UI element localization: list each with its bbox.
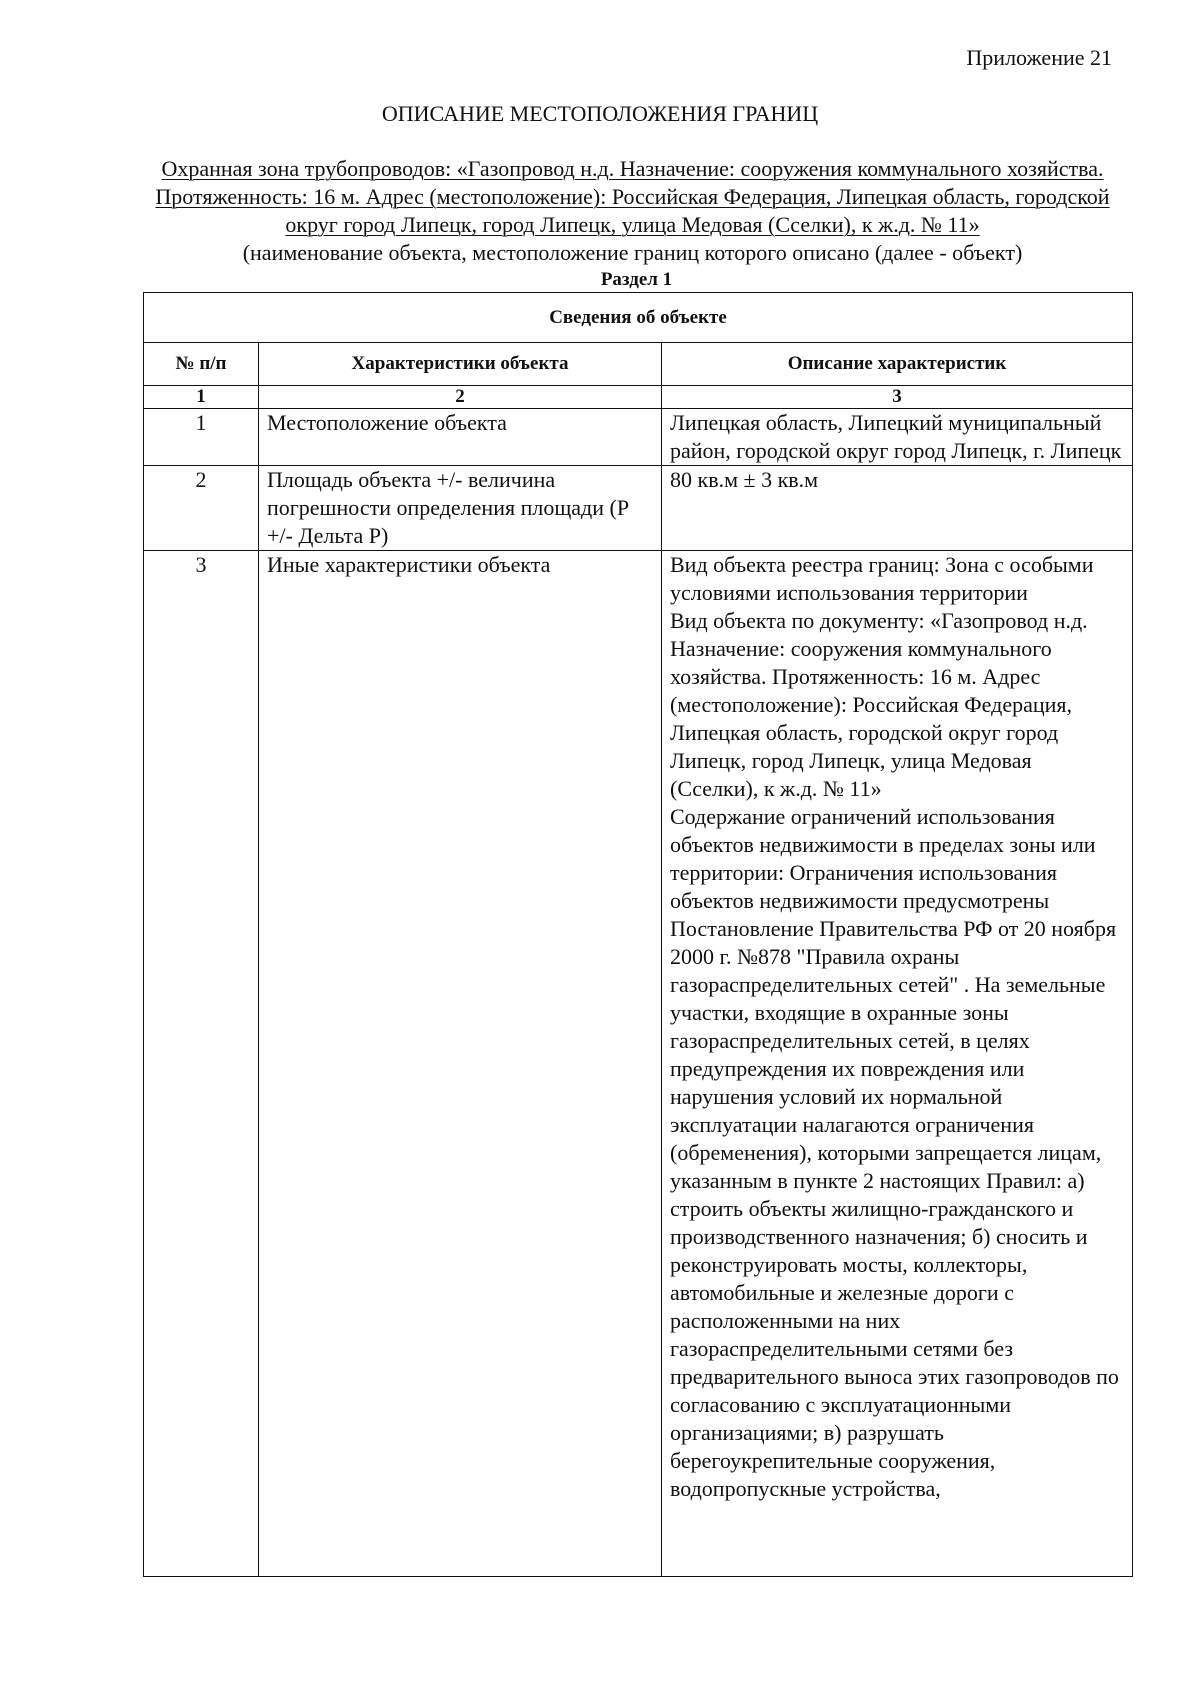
column-header-number: № п/п (144, 343, 259, 386)
row-number: 1 (144, 409, 259, 466)
table-row (144, 551, 1133, 1577)
object-name-caption: (наименование объекта, местоположение границ которого описано (далее - объект) (242, 240, 1023, 265)
appendix-number: Приложение 21 (966, 45, 1112, 70)
table-caption: Сведения об объекте (144, 293, 1133, 343)
row-description: Липецкая область, Липецкий муниципальный район, городской округ город Липецк, г. Липецк (662, 409, 1133, 466)
document-title: ОПИСАНИЕ МЕСТОПОЛОЖЕНИЯ ГРАНИЦ (381, 101, 819, 126)
description-paragraph: Вид объекта реестра границ: Зона с особыми условиями использования территории (670, 552, 1094, 605)
section-label: Раздел 1 (600, 269, 673, 290)
column-header-characteristic: Характеристики объекта (259, 343, 662, 386)
row-characteristic: Площадь объекта +/- величина погрешности определения площади (Р +/- Дельта Р) (259, 466, 662, 551)
column-number: 3 (662, 386, 1133, 409)
table-header-row (144, 343, 1133, 386)
row-number: 3 (144, 551, 259, 1577)
column-header-description: Описание характеристик (662, 343, 1133, 386)
row-description: 80 кв.м ± 3 кв.м (662, 466, 1133, 551)
table-row (144, 409, 1133, 466)
column-number-row (144, 386, 1133, 409)
description-paragraph: Вид объекта по документу: «Газопровод н.д. Назначение: сооружения коммунального хозяйства. Протяженность: 16 м. Адрес (местоположение): Российская Федерация, Липецкая область, городской округ город Липецк, город Липецк, улица Медовая (Сселки), к ж.д. № 11» (670, 608, 1088, 801)
column-number: 1 (144, 386, 259, 409)
row-characteristic: Иные характеристики объекта (259, 551, 662, 1577)
table-caption-row (144, 293, 1133, 343)
table-row (144, 466, 1133, 551)
object-name-block (140, 155, 1125, 267)
description-paragraph: Содержание ограничений использования объектов недвижимости в пределах зоны или территории: Ограничения использования объектов недвижимости предусмотрены Постановление Правительства РФ от 20 ноября 2000 г. №878 "Правила охраны газораспределительных сетей" . На земельные участки, входящие в охранные зоны газораспределительных сетей, в целях предупреждения их повреждения или нарушения условий их нормальной эксплуатации налагаются ограничения (обременения), которыми запрещается лицам, указанным в пункте 2 настоящих Правил: а) строить объекты жилищно-гражданского и производственного назначения; б) сносить и реконструировать мосты, коллекторы, автомобильные и железные дороги с расположенными на них газораспределительными сетями без предварительного выноса этих газопроводов по согласованию с эксплуатационными организациями; в) разрушать берегоукрепительные сооружения, водопропускные устройства, (670, 804, 1119, 1501)
row-description (662, 551, 1133, 1577)
column-number: 2 (259, 386, 662, 409)
object-name: Охранная зона трубопроводов: «Газопровод н.д. Назначение: сооружения коммунального хозяйства. Протяженность: 16 м. Адрес (местоположение): Российская Федерация, Липецкая область, городской округ город Липецк, город Липецк, улица Медовая (Сселки), к ж.д. № 11» (155, 156, 1110, 237)
row-number: 2 (144, 466, 259, 551)
row-characteristic: Местоположение объекта (259, 409, 662, 466)
object-info-table (143, 292, 1133, 1577)
